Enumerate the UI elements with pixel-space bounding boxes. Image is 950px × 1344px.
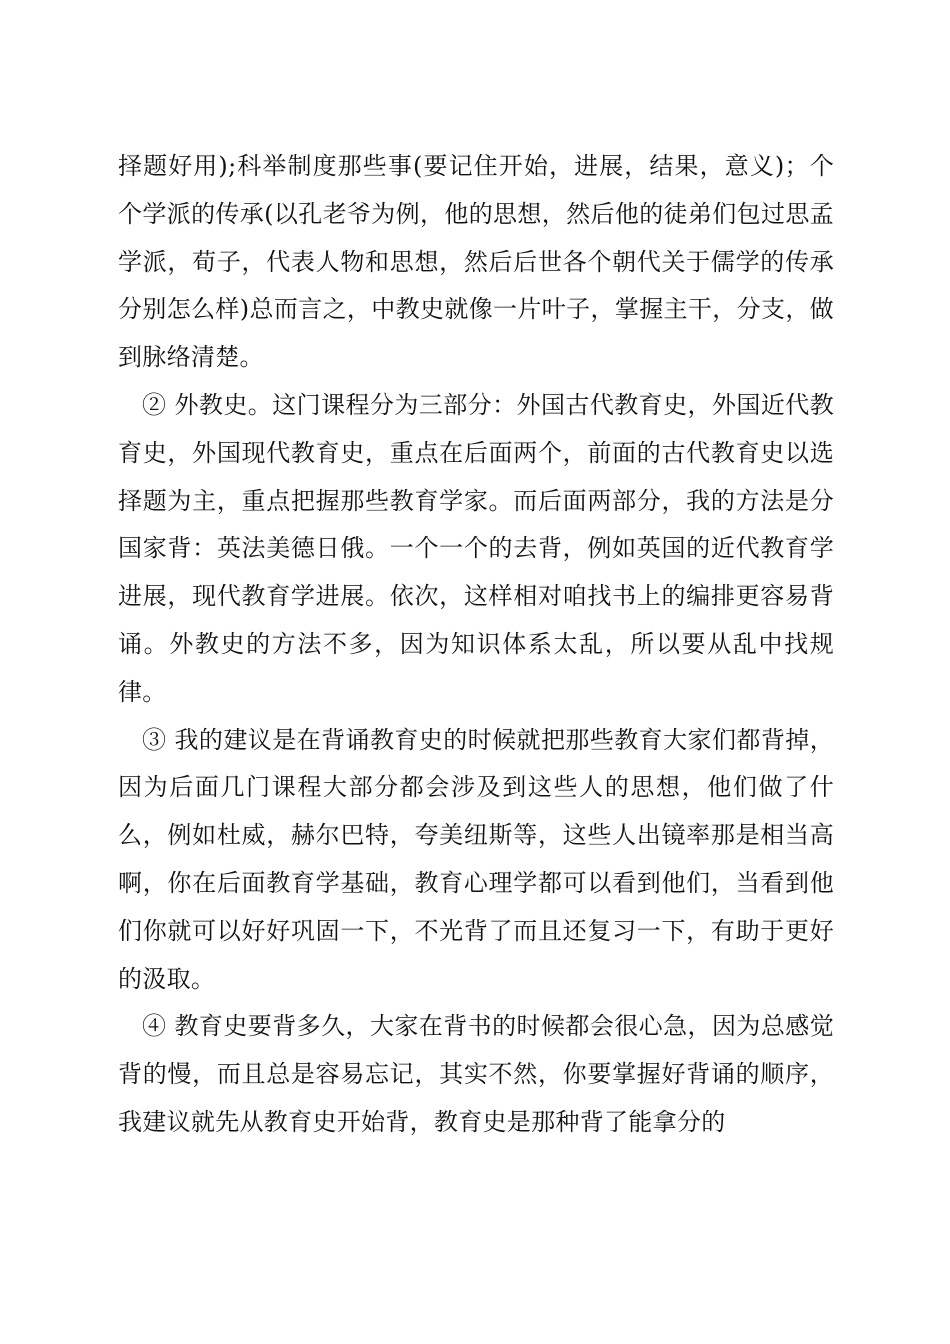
paragraph-study-duration: ④ 教育史要背多久，大家在背书的时候都会很心急，因为总感觉背的慢，而且总是容易忘记，其实不然，你要掌握好背诵的顺序，我建议就先从教育史开始背，教育史是那种背了能拿分的 (118, 1012, 834, 1136)
paragraph-educators-advice: ③ 我的建议是在背诵教育史的时候就把那些教育大家们都背掉，因为后面几门课程大部分都会涉及到这些人的思想，他们做了什么，例如杜威，赫尔巴特，夸美纽斯等，这些人出镜率那是相当高啊，你在后面教育学基础，教育心理学都可以看到他们，当看到他们你就可以好好巩固一下，不光背了而且还复习一下，有助于更好的汲取。 (118, 725, 834, 993)
document-body (118, 143, 834, 1147)
paragraph-continuation: 择题好用);科举制度那些事(要记住开始，进展，结果，意义)；个个学派的传承(以孔老爷为例，他的思想，然后他的徒弟们包过思孟学派，荀子，代表人物和思想，然后后世各个朝代关于儒学的传承分别怎么样)总而言之，中教史就像一片叶子，掌握主干，分支，做到脉络清楚。 (118, 152, 834, 372)
paragraph-foreign-education-history: ② 外教史。这门课程分为三部分：外国古代教育史，外国近代教育史，外国现代教育史，重点在后面两个，前面的古代教育史以选择题为主，重点把握那些教育学家。而后面两部分，我的方法是分国家背：英法美德日俄。一个一个的去背，例如英国的近代教育学进展，现代教育学进展。依次，这样相对咱找书上的编排更容易背诵。外教史的方法不多，因为知识体系太乱，所以要从乱中找规律。 (118, 390, 834, 706)
